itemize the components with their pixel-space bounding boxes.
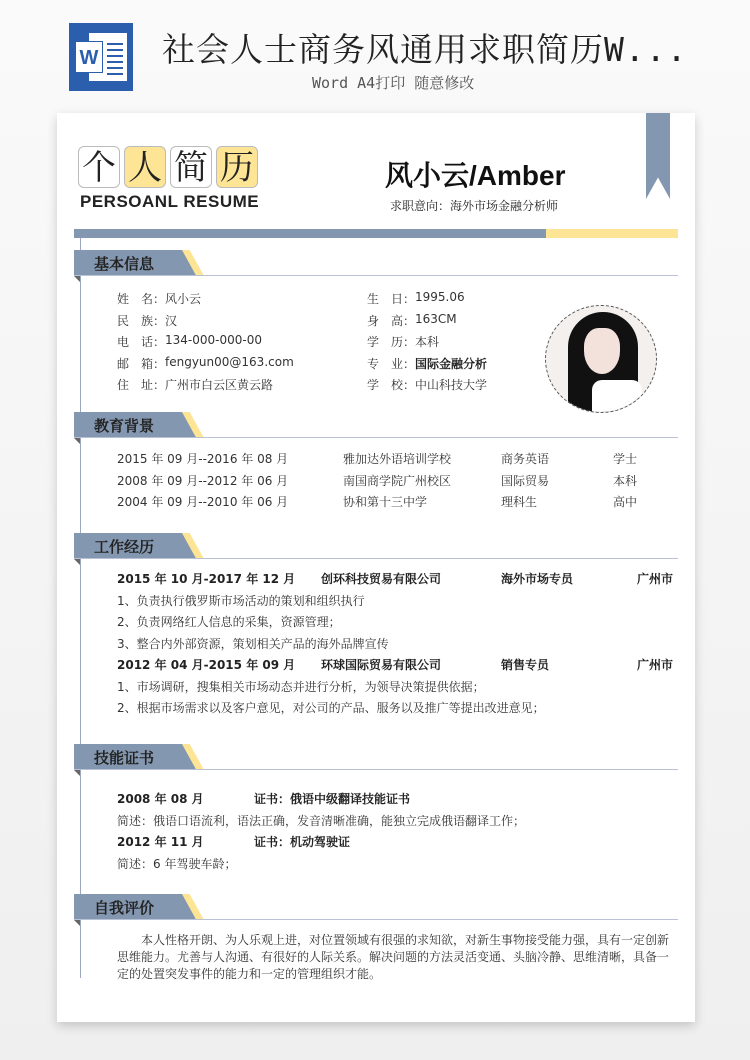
info-label: 民 族：: [117, 313, 166, 328]
info-value: 汉: [165, 313, 178, 328]
edu-major: 国际贸易: [501, 473, 550, 488]
skill-cert: 证书：机动驾驶证: [254, 835, 351, 849]
edu-school: 南国商学院广州校区: [343, 473, 452, 488]
info-label: 住 址：: [117, 378, 166, 392]
work-role: 销售专员: [501, 658, 550, 672]
section-header-self: 自我评价: [74, 894, 678, 920]
info-label: 学 校：: [367, 378, 416, 392]
edu-period: 2004 年 09 月--2010 年 06 月: [117, 495, 289, 509]
candidate-name: 风小云/Amber: [385, 160, 566, 191]
edu-degree: 高中: [613, 495, 638, 509]
section-header-skills: 技能证书: [74, 744, 678, 770]
header-bar: [74, 229, 546, 238]
skill-date: 2012 年 11 月: [117, 835, 204, 849]
edu-school: 雅加达外语培训学校: [343, 452, 452, 466]
work-role: 海外市场专员: [501, 572, 574, 586]
skill-date: 2008 年 08 月: [117, 792, 204, 806]
edu-period: 2008 年 09 月--2012 年 06 月: [117, 473, 289, 488]
section-header-basic: 基本信息: [74, 250, 678, 276]
work-duty: 2、根据市场需求以及客户意见，对公司的产品、服务以及推广等提出改进意见；: [117, 701, 545, 715]
skill-cert: 证书：俄语中级翻译技能证书: [254, 792, 411, 806]
info-label: 电 话：: [117, 335, 166, 349]
edu-major: 理科生: [501, 495, 538, 509]
info-value: fengyun00@163.com: [165, 354, 294, 369]
info-label: 邮 箱：: [117, 356, 166, 371]
info-value: 本科: [415, 335, 440, 349]
timeline-line: [80, 238, 81, 978]
work-city: 广州市: [637, 658, 674, 672]
logo-char: 人: [124, 146, 166, 188]
work-period: 2015 年 10 月-2017 年 12 月: [117, 572, 296, 586]
logo-subtitle: PERSOANL RESUME: [80, 192, 260, 211]
edu-major: 商务英语: [501, 452, 550, 466]
job-objective: 求职意向：海外市场金融分析师: [390, 199, 559, 213]
edu-degree: 学士: [613, 452, 638, 466]
edu-school: 协和第十三中学: [343, 495, 428, 509]
document-title: 社会人士商务风通用求职简历W...: [162, 30, 688, 69]
info-value: 中山科技大学: [415, 378, 488, 392]
work-company: 创环科技贸易有限公司: [321, 572, 442, 586]
work-duty: 1、负责执行俄罗斯市场活动的策划和组织执行: [117, 593, 365, 608]
logo-char: 历: [216, 146, 258, 188]
info-value: 134-000-000-00: [165, 333, 262, 347]
work-duty: 1、市场调研，搜集相关市场动态并进行分析，为领导决策提供依据；: [117, 679, 485, 694]
info-label: 学 历：: [367, 335, 416, 349]
work-duty: 2、负责网络红人信息的采集，资源管理；: [117, 615, 341, 629]
skill-desc: 简述：俄语口语流利，语法正确，发音清晰准确，能独立完成俄语翻译工作；: [117, 813, 526, 828]
profile-photo: [545, 305, 657, 413]
header-bar-accent: [546, 229, 678, 238]
info-label: 身 高：: [367, 313, 416, 328]
info-value: 1995.06: [415, 290, 465, 304]
info-value: 163CM: [415, 311, 457, 326]
work-period: 2012 年 04 月-2015 年 09 月: [117, 658, 296, 672]
logo-char: 个: [78, 146, 120, 188]
info-value: 风小云: [165, 292, 202, 306]
document-subtitle: Word A4打印 随意修改: [312, 74, 475, 92]
work-city: 广州市: [637, 572, 674, 586]
info-value: 广州市白云区黄云路: [165, 378, 274, 392]
work-duty: 3、整合内外部资源，策划相关产品的海外品牌宣传: [117, 636, 389, 651]
info-value: 国际金融分析: [415, 356, 488, 371]
section-header-education: 教育背景: [74, 412, 678, 438]
info-label: 姓 名：: [117, 292, 166, 306]
info-label: 生 日：: [367, 292, 416, 306]
section-header-work: 工作经历: [74, 533, 678, 559]
word-icon: W: [69, 23, 133, 91]
info-label: 专 业：: [367, 356, 416, 371]
edu-period: 2015 年 09 月--2016 年 08 月: [117, 452, 289, 466]
self-evaluation-text: 本人性格开朗、为人乐观上进，对位置领域有很强的求知欲，对新生事物接受能力强，具有一定创新思维能力。尤善与人沟通、有很好的人际关系。解决问题的方法灵活变通、头脑冷静、思维清晰，具备一定的处置突发事件的能力和一定的管理组织才能。: [117, 933, 670, 981]
skill-desc: 简述：6 年驾驶车龄；: [117, 856, 237, 871]
edu-degree: 本科: [613, 473, 638, 488]
work-company: 环球国际贸易有限公司: [321, 658, 442, 672]
logo-char: 简: [170, 146, 212, 188]
